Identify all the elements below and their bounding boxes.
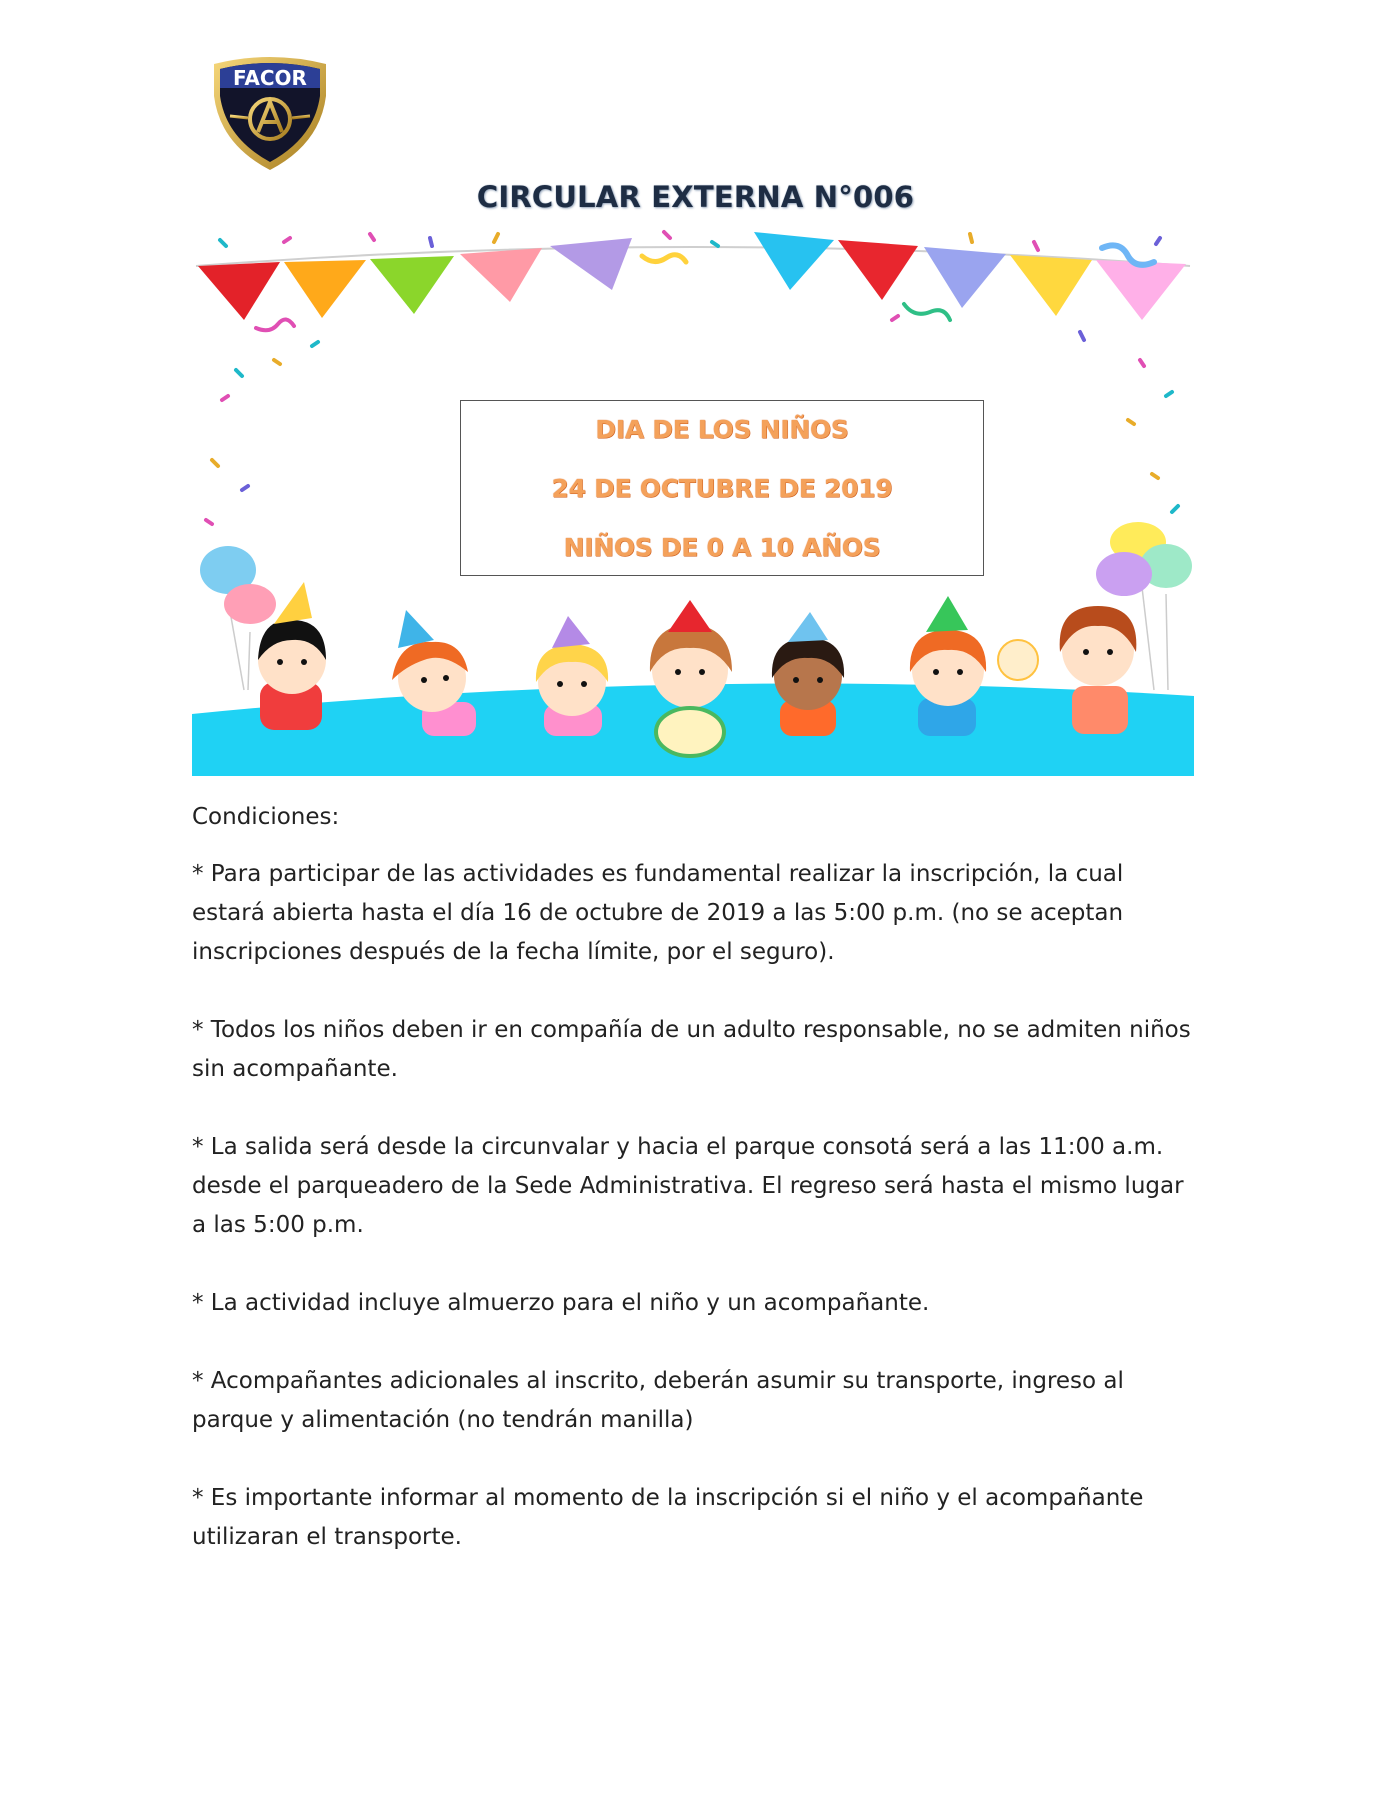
event-date: 24 DE OCTUBRE DE 2019	[551, 474, 893, 503]
conditions-section	[192, 798, 1202, 1596]
conditions-heading: Condiciones:	[192, 804, 340, 830]
condition-item: * La salida será desde la circunvalar y hacia el parque consotá será a las 11:00 a.m. desde el parqueadero de la Sede Administrativa. El regreso será hasta el mismo lugar a las 5:00 p.m.	[192, 1134, 1184, 1238]
svg-text:FACOR: FACOR	[233, 66, 307, 90]
condition-item: * Acompañantes adicionales al inscrito, deberán asumir su transporte, ingreso al parque y alimentación (no tendrán manilla)	[192, 1368, 1124, 1433]
party-banner	[192, 220, 1194, 776]
event-info-box	[460, 400, 984, 576]
event-age-range: NIÑOS DE 0 A 10 AÑOS	[563, 533, 881, 562]
event-name: DIA DE LOS NIÑOS	[595, 415, 849, 444]
facor-logo	[208, 56, 332, 174]
condition-item: * Para participar de las actividades es fundamental realizar la inscripción, la cual estará abierta hasta el día 16 de octubre de 2019 a las 5:00 p.m. (no se aceptan inscripciones después de la fecha límite, por el seguro).	[192, 861, 1124, 965]
condition-item: * Es importante informar al momento de la inscripción si el niño y el acompañante utilizaran el transporte.	[192, 1485, 1144, 1550]
condition-item: * Todos los niños deben ir en compañía de un adulto responsable, no se admiten niños sin acompañante.	[192, 1017, 1191, 1082]
document-title: CIRCULAR EXTERNA N°006	[476, 180, 915, 214]
condition-item: * La actividad incluye almuerzo para el niño y un acompañante.	[192, 1290, 930, 1316]
